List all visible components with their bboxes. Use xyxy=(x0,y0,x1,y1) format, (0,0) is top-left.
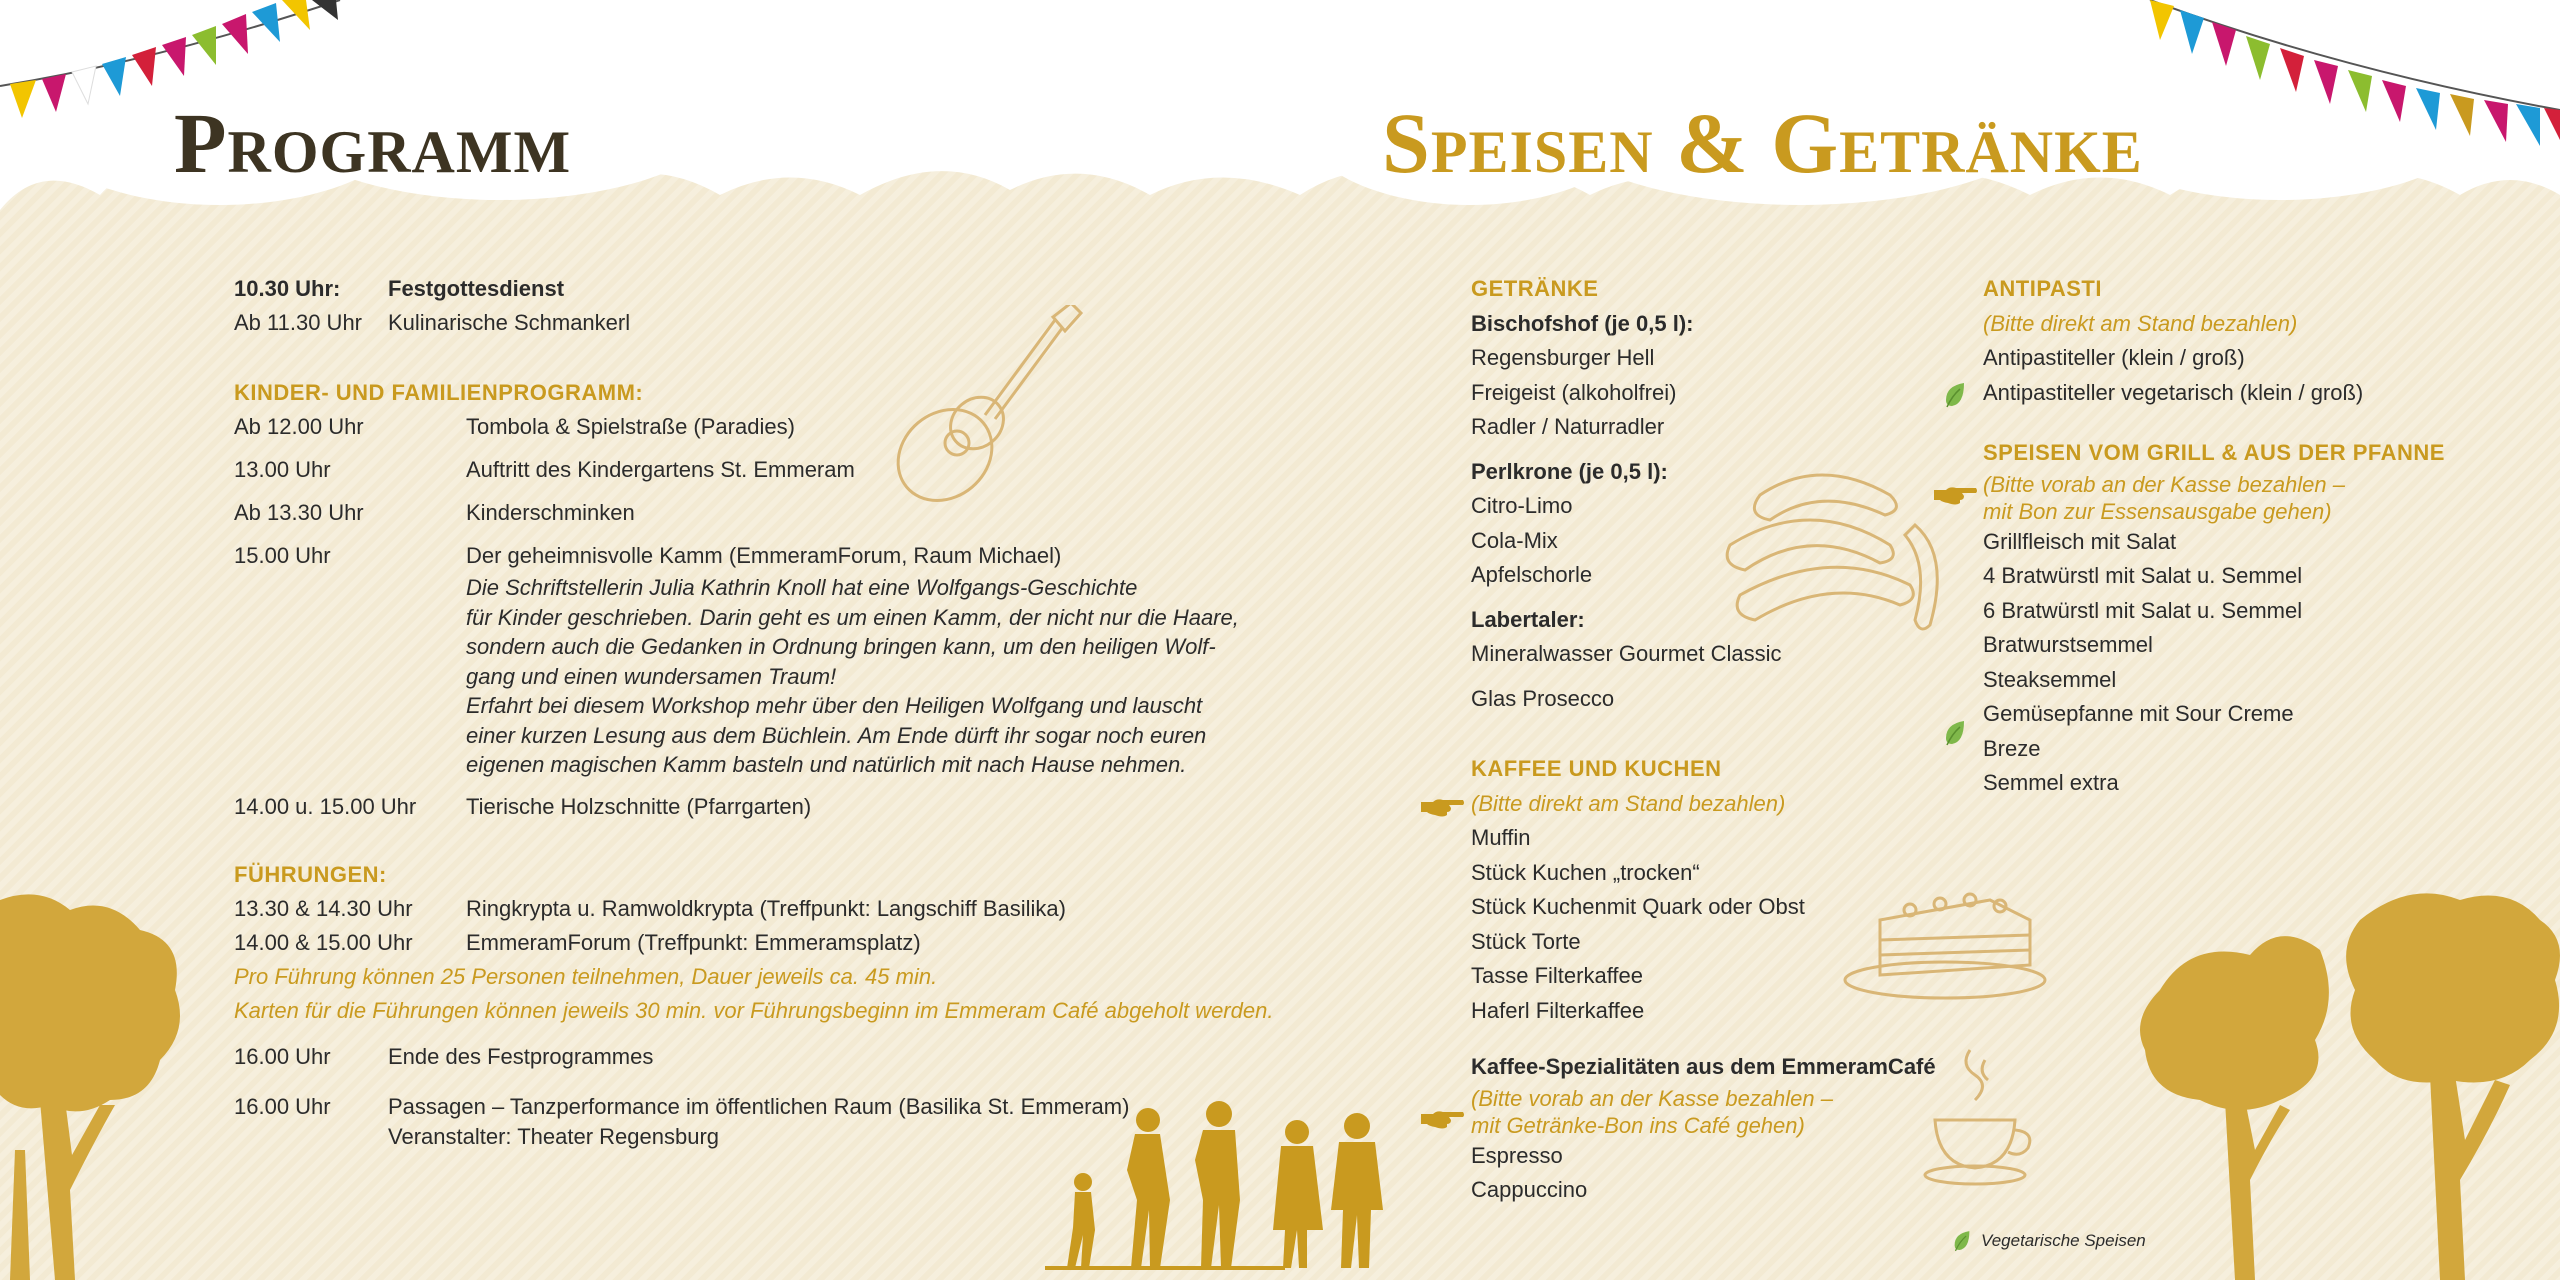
program-organizer: Veranstalter: Theater Regensburg xyxy=(388,1123,720,1149)
program-time: 16.00 Uhr xyxy=(234,1043,331,1069)
coffee-item: Stück Kuchen „trocken“ xyxy=(1471,859,1700,885)
drinks-heading: GETRÄNKE xyxy=(1471,276,1599,301)
drink-item: Glas Prosecco xyxy=(1471,685,1615,711)
coffee-cup-illustration xyxy=(1920,1040,2040,1190)
coffee-item: Stück Torte xyxy=(1471,928,1581,954)
drink-item: Regensburger Hell xyxy=(1471,345,1655,370)
tours-note: Pro Führung können 25 Personen teilnehmen, Dauer jeweils ca. 45 min. xyxy=(234,963,938,989)
food-item: 6 Bratwürstl mit Salat u. Semmel xyxy=(1983,597,2303,623)
tours-note: Karten für die Führungen können jeweils 30 min. vor Führungsbeginn im Emmeram Café abgeholt werden. xyxy=(234,997,1274,1023)
tree-right-illustration xyxy=(2130,880,2560,1280)
food-item: Breze xyxy=(1983,735,2041,761)
food-section xyxy=(1983,272,2445,801)
pointing-hand-icon xyxy=(1421,796,1465,818)
drink-item: Cola-Mix xyxy=(1471,527,1558,553)
coffee-cake-heading: KAFFEE UND KUCHEN xyxy=(1471,756,1722,781)
tree-left-illustration xyxy=(0,890,190,1280)
grill-payment-note: (Bitte vorab an der Kasse bezahlen – xyxy=(1983,471,2346,497)
program-time: 14.00 & 15.00 Uhr xyxy=(234,929,413,955)
description-line: sondern auch die Gedanken in Ordnung bringen kann, um den heiligen Wolf- xyxy=(466,634,1216,659)
drink-group-heading: Labertaler: xyxy=(1471,606,1585,632)
description-line: für Kinder geschrieben. Darin geht es um einen Kamm, der nicht nur die Haare, xyxy=(466,604,1239,630)
program-time: Ab 11.30 Uhr xyxy=(234,310,363,335)
tours-heading: FÜHRUNGEN: xyxy=(234,861,387,887)
program-event: Passagen – Tanzperformance im öffentlichen Raum (Basilika St. Emmeram) xyxy=(388,1093,1130,1119)
coffee-item: Stück Kuchenmit Quark oder Obst xyxy=(1471,894,1805,919)
description-line: Erfahrt bei diesem Workshop mehr über den Heiligen Wolfgang und lauscht xyxy=(466,693,1203,718)
program-event: Festgottesdienst xyxy=(388,276,565,301)
coffee-item: Haferl Filterkaffee xyxy=(1471,997,1645,1023)
program-event: Ende des Festprogrammes xyxy=(388,1043,654,1069)
program-event: Auftritt des Kindergartens St. Emmeram xyxy=(466,457,855,482)
program-event: Ringkrypta u. Ramwoldkrypta (Treffpunkt: Langschiff Basilika) xyxy=(466,895,1066,921)
program-event: Tombola & Spielstraße (Paradies) xyxy=(466,414,795,439)
food-item: Steaksemmel xyxy=(1983,666,2117,692)
drink-group-heading: Bischofshof (je 0,5 l): xyxy=(1471,310,1694,336)
coffee-item: Espresso xyxy=(1471,1142,1563,1168)
coffee-item: Cappuccino xyxy=(1471,1177,1588,1202)
antipasti-payment-note: (Bitte direkt am Stand bezahlen) xyxy=(1983,310,2298,336)
program-time: Ab 12.00 Uhr xyxy=(234,414,364,439)
program-event: Kinderschminken xyxy=(466,500,635,525)
program-time: 10.30 Uhr: xyxy=(234,276,341,301)
coffee-specialties-heading: Kaffee-Spezialitäten aus dem EmmeramCafé xyxy=(1471,1054,1936,1079)
description-line: eigenen magischen Kamm basteln und natürlich mit nach Hause nehmen. xyxy=(466,752,1187,777)
program-time: 15.00 Uhr xyxy=(234,543,331,568)
vegetarian-leaf-icon xyxy=(1944,720,1966,746)
coffee-item: Tasse Filterkaffee xyxy=(1471,963,1644,988)
food-item: Semmel extra xyxy=(1983,770,2119,795)
drink-item: Apfelschorle xyxy=(1471,562,1593,587)
drink-item: Citro-Limo xyxy=(1471,493,1573,518)
page-title-food-drinks: Speisen & Getränke xyxy=(1382,95,2143,191)
coffee-payment-note: (Bitte direkt am Stand bezahlen) xyxy=(1471,790,1786,816)
grill-payment-note: mit Bon zur Essensausgabe gehen) xyxy=(1983,498,2332,524)
program-time: 16.00 Uhr xyxy=(234,1093,331,1119)
food-item: Grillfleisch mit Salat xyxy=(1983,528,2177,554)
drink-item: Mineralwasser Gourmet Classic xyxy=(1471,641,1782,666)
vegetarian-legend xyxy=(1953,1230,2146,1252)
grill-heading: SPEISEN VOM GRILL & AUS DER PFANNE xyxy=(1983,440,2445,465)
food-item: Gemüsepfanne mit Sour Creme xyxy=(1983,701,2294,726)
legend-label: Vegetarische Speisen xyxy=(1981,1231,2146,1250)
vegetarian-leaf-icon xyxy=(1944,382,1966,408)
description-line: Die Schriftstellerin Julia Kathrin Knoll hat eine Wolfgangs-Geschichte xyxy=(466,575,1138,600)
pointing-hand-icon xyxy=(1934,484,1978,506)
program-time: 13.30 & 14.30 Uhr xyxy=(234,895,413,921)
specialties-payment-note: (Bitte vorab an der Kasse bezahlen – xyxy=(1471,1085,1834,1111)
program-event: Der geheimnisvolle Kamm (EmmeramForum, Raum Michael) xyxy=(466,543,1062,568)
antipasti-heading: ANTIPASTI xyxy=(1983,276,2102,301)
program-event: Tierische Holzschnitte (Pfarrgarten) xyxy=(466,793,812,819)
food-item: 4 Bratwürstl mit Salat u. Semmel xyxy=(1983,563,2303,588)
food-item: Antipastiteller (klein / groß) xyxy=(1983,345,2245,370)
page-title-program: Programm xyxy=(174,95,572,191)
drink-item: Freigeist (alkoholfrei) xyxy=(1471,379,1677,405)
workshop-description xyxy=(466,573,1273,780)
drinks-section xyxy=(1471,272,1936,1208)
coffee-item: Muffin xyxy=(1471,825,1531,850)
drink-group-heading: Perlkrone (je 0,5 l): xyxy=(1471,458,1668,484)
kids-program-heading: KINDER- UND FAMILIENPROGRAMM: xyxy=(234,380,644,405)
description-line: gang und einen wundersamen Traum! xyxy=(466,663,837,689)
food-item: Antipastiteller vegetarisch (klein / groß) xyxy=(1983,379,2364,405)
program-section xyxy=(234,272,1273,1152)
program-time: Ab 13.30 Uhr xyxy=(234,500,364,525)
food-item: Bratwurstsemmel xyxy=(1983,632,2153,657)
specialties-payment-note: mit Getränke-Bon ins Café gehen) xyxy=(1471,1112,1805,1138)
description-line: einer kurzen Lesung aus dem Büchlein. Am Ende dürft ihr sogar noch euren xyxy=(466,722,1207,748)
program-time: 13.00 Uhr xyxy=(234,457,331,482)
drink-item: Radler / Naturradler xyxy=(1471,414,1665,439)
pointing-hand-icon xyxy=(1421,1108,1465,1130)
program-time: 14.00 u. 15.00 Uhr xyxy=(234,793,417,819)
program-event: Kulinarische Schmankerl xyxy=(388,310,631,335)
vegetarian-leaf-icon xyxy=(1953,1230,1971,1252)
program-event: EmmeramForum (Treffpunkt: Emmeramsplatz) xyxy=(466,929,921,955)
